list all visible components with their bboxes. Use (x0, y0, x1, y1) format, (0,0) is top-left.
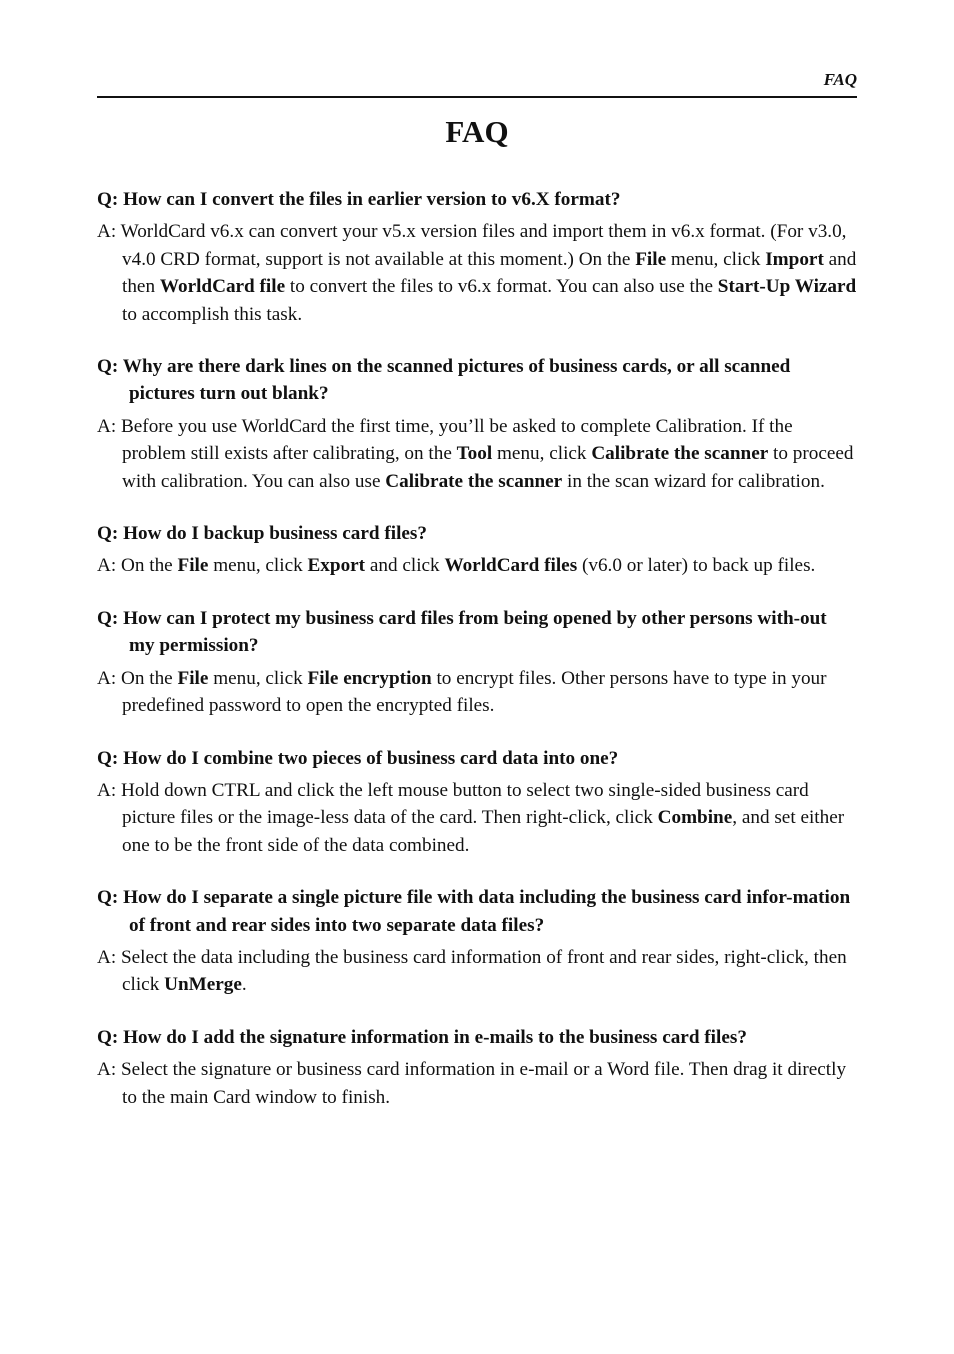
answer-emphasis: Start-Up Wizard (717, 276, 857, 298)
faq-item (97, 520, 857, 580)
faq-question: Q: How do I add the signature information in e-mails to the business card files? (97, 1026, 747, 1048)
faq-question: Q: How do I backup business card files? (97, 523, 427, 545)
answer-emphasis: WorldCard file (159, 276, 286, 298)
answer-text: A: Before you use WorldCard the first time, you’ll be asked to complete Calibration. If the problem still exists after calibrating, on the (97, 415, 793, 465)
answer-emphasis: Import (765, 248, 824, 270)
answer-text: menu, click (666, 248, 766, 270)
faq-answer (97, 552, 857, 579)
answer-emphasis: Tool (456, 443, 493, 465)
answer-text: and click (365, 555, 445, 577)
answer-text: , and set either one to be the front side of the data combined. (122, 807, 845, 856)
answer-text: to accomplish this task. (122, 303, 303, 325)
answer-text: menu, click (208, 555, 308, 577)
answer-text: in the scan wizard for calibration. (562, 470, 825, 492)
faq-question: Q: How can I protect my business card files from being opened by other persons with-out my permission? (97, 607, 827, 657)
faq-question: Q: How do I combine two pieces of business card data into one? (97, 747, 619, 769)
answer-text: to encrypt files. Other persons have to type in your predefined password to open the encrypted files. (122, 667, 827, 717)
answer-text: (v6.0 or later) to back up files. (577, 555, 816, 577)
answer-emphasis: Export (307, 555, 366, 577)
answer-emphasis: File (177, 667, 209, 689)
answer-emphasis: File (635, 248, 667, 270)
answer-emphasis: WorldCard files (444, 555, 578, 577)
answer-text: A: On the (97, 555, 178, 577)
answer-text: A: On the (97, 667, 178, 689)
faq-answer (97, 1056, 857, 1111)
answer-text: to convert the files to v6.x format. You can also use the (285, 276, 718, 298)
faq-item (97, 1024, 857, 1111)
answer-emphasis: Combine (657, 807, 733, 829)
faq-item (97, 745, 857, 860)
faq-answer (97, 665, 857, 720)
faq-answer (97, 218, 857, 328)
answer-text: menu, click (492, 443, 592, 465)
answer-emphasis: File encryption (307, 667, 432, 689)
answer-emphasis: UnMerge (164, 974, 242, 996)
faq-question: Q: How do I separate a single picture file with data including the business card infor-mation of front and rear sides into two separate data files? (97, 887, 851, 936)
faq-item (97, 186, 857, 328)
faq-answer (97, 777, 857, 859)
answer-emphasis: Calibrate the scanner (385, 470, 563, 492)
faq-question: Q: How can I convert the files in earlier version to v6.X format? (97, 189, 621, 210)
answer-text: A: Hold down CTRL and click the left mouse button to select two single-sided business card picture files or the image-less data of the card. Then right-click, click (97, 779, 809, 829)
answer-text: to proceed with calibration. You can also use (122, 443, 854, 492)
page-title: FAQ (445, 114, 509, 149)
faq-answer (97, 944, 857, 999)
answer-text: and then (122, 248, 857, 298)
header-rule (97, 96, 857, 98)
faq-answer (97, 413, 857, 495)
answer-emphasis: File (177, 555, 209, 577)
faq-item (97, 353, 857, 495)
faq-list (97, 186, 857, 1136)
faq-item (97, 605, 857, 720)
answer-text: A: Select the data including the business card information of front and rear sides, right-click, then click (97, 946, 847, 996)
faq-item (97, 884, 857, 999)
answer-emphasis: Calibrate the scanner (591, 443, 769, 465)
answer-text: menu, click (208, 667, 308, 689)
answer-text: . (241, 974, 247, 996)
answer-text: A: Select the signature or business card information in e-mail or a Word file. Then drag it directly to the main Card window to finish. (97, 1059, 847, 1108)
answer-text: A: WorldCard v6.x can convert your v5.x version files and import them in v6.x format. (For v3.0, v4.0 CRD format, support is not available at this moment.) On the (97, 221, 847, 270)
running-header: FAQ (823, 70, 857, 89)
faq-question: Q: Why are there dark lines on the scanned pictures of business cards, or all scanned pictures turn out blank? (97, 356, 791, 405)
